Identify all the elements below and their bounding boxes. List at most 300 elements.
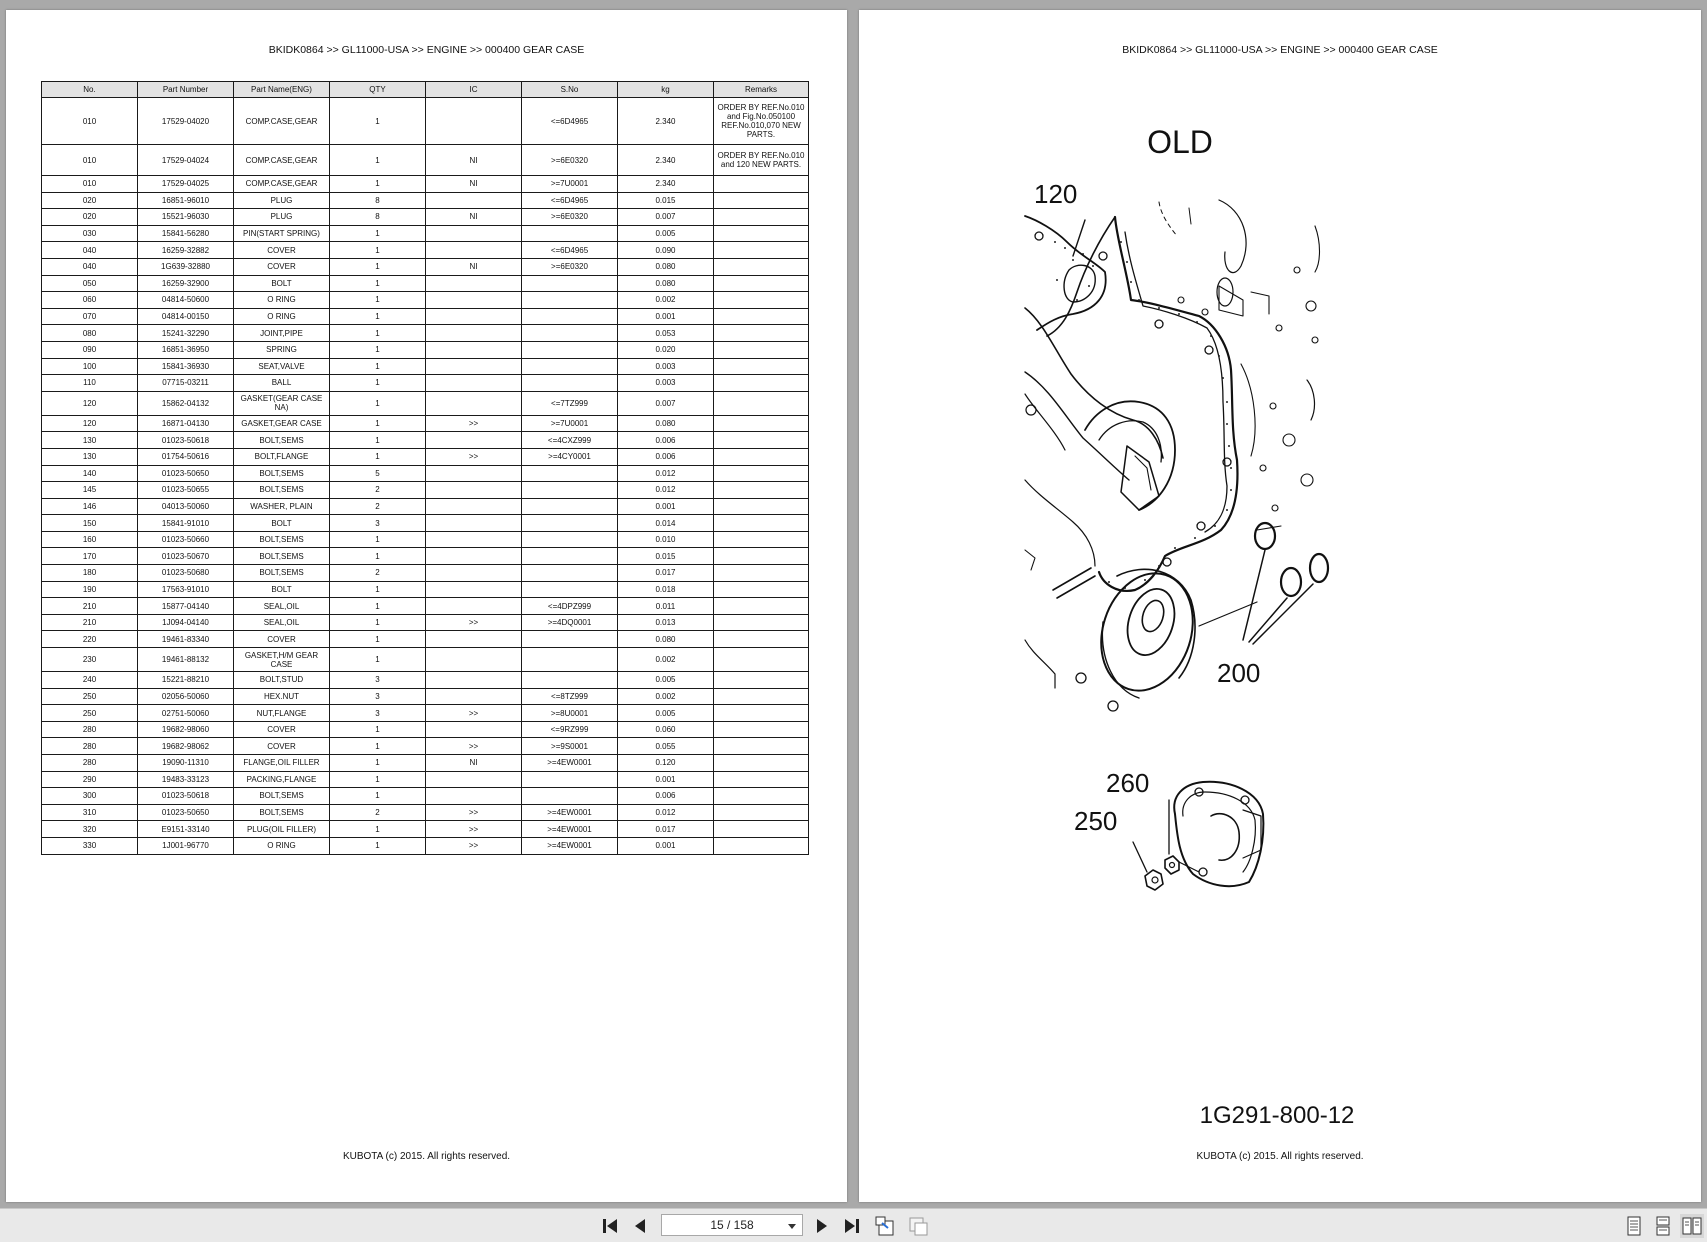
table-row xyxy=(42,258,809,275)
cell-no: 130 xyxy=(42,432,138,449)
cell-part-number: 01754-50616 xyxy=(138,448,234,465)
cell-ic xyxy=(426,308,522,325)
cell-sno xyxy=(522,341,618,358)
cell-kg: 2.340 xyxy=(618,176,714,193)
cell-kg: 0.005 xyxy=(618,705,714,722)
cell-ic: >> xyxy=(426,415,522,432)
cell-part-name: PIN(START SPRING) xyxy=(234,225,330,242)
cell-part-name: SEAT,VALVE xyxy=(234,358,330,375)
cell-kg: 0.013 xyxy=(618,614,714,631)
cell-no: 130 xyxy=(42,448,138,465)
cell-kg: 0.080 xyxy=(618,258,714,275)
cell-part-name: O RING xyxy=(234,837,330,854)
cell-ic xyxy=(426,565,522,582)
cell-qty: 1 xyxy=(330,225,426,242)
table-row xyxy=(42,292,809,309)
cell-sno xyxy=(522,225,618,242)
cell-sno: <=6D4965 xyxy=(522,242,618,259)
cell-no: 210 xyxy=(42,614,138,631)
cell-ic: NI xyxy=(426,176,522,193)
cell-ic xyxy=(426,688,522,705)
table-row xyxy=(42,531,809,548)
cell-sno: >=4EW0001 xyxy=(522,804,618,821)
cell-remarks xyxy=(714,341,809,358)
cell-sno: >=4CY0001 xyxy=(522,448,618,465)
cell-part-number: E9151-33140 xyxy=(138,821,234,838)
cell-part-number: 1J094-04140 xyxy=(138,614,234,631)
cell-part-number: 19682-98062 xyxy=(138,738,234,755)
cell-remarks xyxy=(714,771,809,788)
table-row xyxy=(42,598,809,615)
cell-part-number: 15841-91010 xyxy=(138,515,234,532)
cell-ic xyxy=(426,292,522,309)
cell-part-number: 01023-50650 xyxy=(138,465,234,482)
cell-remarks xyxy=(714,672,809,689)
cell-no: 010 xyxy=(42,98,138,145)
page-header: BKIDK0864 >> GL11000-USA >> ENGINE >> 000400 GEAR CASE xyxy=(268,44,585,56)
col-header-part-number: Part Number xyxy=(138,82,234,98)
cell-kg: 0.006 xyxy=(618,432,714,449)
cell-qty: 1 xyxy=(330,275,426,292)
cell-remarks xyxy=(714,565,809,582)
last-page-button[interactable] xyxy=(840,1214,864,1238)
cell-remarks xyxy=(714,415,809,432)
cell-sno xyxy=(522,325,618,342)
cell-sno: >=9S0001 xyxy=(522,738,618,755)
cell-qty: 1 xyxy=(330,145,426,176)
table-row xyxy=(42,415,809,432)
cell-no: 170 xyxy=(42,548,138,565)
cell-ic: NI xyxy=(426,145,522,176)
cell-part-name: BOLT xyxy=(234,581,330,598)
cell-remarks xyxy=(714,598,809,615)
cell-kg: 0.007 xyxy=(618,391,714,415)
cell-remarks xyxy=(714,755,809,772)
cell-sno xyxy=(522,548,618,565)
table-row xyxy=(42,432,809,449)
two-page-view-button[interactable] xyxy=(1680,1214,1704,1238)
cell-remarks: ORDER BY REF.No.010 and 120 NEW PARTS. xyxy=(714,145,809,176)
cell-part-name: NUT,FLANGE xyxy=(234,705,330,722)
cell-sno: >=4EW0001 xyxy=(522,755,618,772)
cell-sno xyxy=(522,581,618,598)
cell-qty: 1 xyxy=(330,176,426,193)
cell-kg: 0.120 xyxy=(618,755,714,772)
cell-remarks xyxy=(714,631,809,648)
continuous-view-icon xyxy=(1654,1216,1672,1236)
cell-qty: 1 xyxy=(330,242,426,259)
cell-sno xyxy=(522,771,618,788)
cell-sno xyxy=(522,565,618,582)
cell-sno: >=7U0001 xyxy=(522,176,618,193)
cell-part-name: SPRING xyxy=(234,341,330,358)
cell-sno xyxy=(522,515,618,532)
cell-remarks xyxy=(714,498,809,515)
cell-part-name: JOINT,PIPE xyxy=(234,325,330,342)
cell-sno: >=4EW0001 xyxy=(522,837,618,854)
cell-part-number: 17529-04024 xyxy=(138,145,234,176)
col-header-kg: kg xyxy=(618,82,714,98)
cell-sno: >=6E0320 xyxy=(522,258,618,275)
cell-kg: 0.017 xyxy=(618,821,714,838)
cell-sno xyxy=(522,308,618,325)
single-page-view-icon xyxy=(1626,1216,1642,1236)
cell-qty: 2 xyxy=(330,565,426,582)
cell-kg: 0.003 xyxy=(618,375,714,392)
cell-part-number: 15241-32290 xyxy=(138,325,234,342)
table-row xyxy=(42,209,809,226)
last-page-icon xyxy=(843,1217,861,1235)
cell-remarks xyxy=(714,581,809,598)
cell-remarks xyxy=(714,548,809,565)
cell-part-name: GASKET(GEAR CASE NA) xyxy=(234,391,330,415)
cell-part-number: 15862-04132 xyxy=(138,391,234,415)
cell-ic xyxy=(426,465,522,482)
cell-kg: 0.055 xyxy=(618,738,714,755)
cell-no: 090 xyxy=(42,341,138,358)
cell-no: 010 xyxy=(42,145,138,176)
cell-no: 070 xyxy=(42,308,138,325)
cell-ic: >> xyxy=(426,804,522,821)
cell-qty: 8 xyxy=(330,209,426,226)
cell-part-name: PACKING,FLANGE xyxy=(234,771,330,788)
cell-qty: 1 xyxy=(330,614,426,631)
cell-ic xyxy=(426,275,522,292)
cell-part-name: PLUG xyxy=(234,209,330,226)
table-header-row xyxy=(42,82,809,98)
cell-no: 280 xyxy=(42,721,138,738)
cell-part-number: 15841-56280 xyxy=(138,225,234,242)
table-row xyxy=(42,515,809,532)
cell-part-number: 15521-96030 xyxy=(138,209,234,226)
parts-table xyxy=(41,81,809,855)
cell-qty: 1 xyxy=(330,581,426,598)
page-header: BKIDK0864 >> GL11000-USA >> ENGINE >> 000400 GEAR CASE xyxy=(1122,44,1438,56)
cell-qty: 1 xyxy=(330,788,426,805)
cell-remarks xyxy=(714,614,809,631)
cell-kg: 0.002 xyxy=(618,292,714,309)
table-row xyxy=(42,145,809,176)
cell-part-number: 17563-91010 xyxy=(138,581,234,598)
cell-part-name: BOLT,SEMS xyxy=(234,482,330,499)
cell-part-number: 07715-03211 xyxy=(138,375,234,392)
table-row xyxy=(42,648,809,672)
cell-no: 040 xyxy=(42,242,138,259)
figure-code: 1G291-800-12 xyxy=(1199,1102,1355,1129)
cell-ic xyxy=(426,192,522,209)
extract-page-button[interactable] xyxy=(873,1214,897,1238)
cell-qty: 3 xyxy=(330,705,426,722)
next-page-icon xyxy=(813,1217,831,1235)
cell-kg: 0.006 xyxy=(618,448,714,465)
cell-sno: <=8TZ999 xyxy=(522,688,618,705)
cell-remarks xyxy=(714,292,809,309)
cell-sno: <=4CXZ999 xyxy=(522,432,618,449)
cell-kg: 0.018 xyxy=(618,581,714,598)
cell-part-number: 04013-50060 xyxy=(138,498,234,515)
col-header-qty: QTY xyxy=(330,82,426,98)
cell-kg: 0.005 xyxy=(618,672,714,689)
cell-kg: 0.001 xyxy=(618,498,714,515)
col-header-ic: IC xyxy=(426,82,522,98)
callout-120: 120 xyxy=(1034,179,1078,209)
cell-sno: <=7TZ999 xyxy=(522,391,618,415)
cell-part-name: SEAL,OIL xyxy=(234,614,330,631)
cell-no: 230 xyxy=(42,648,138,672)
cell-qty: 2 xyxy=(330,482,426,499)
cell-ic: >> xyxy=(426,614,522,631)
cell-part-number: 01023-50670 xyxy=(138,548,234,565)
cell-remarks xyxy=(714,788,809,805)
cell-part-number: 01023-50650 xyxy=(138,804,234,821)
cell-part-number: 19483-33123 xyxy=(138,771,234,788)
cell-part-name: COVER xyxy=(234,721,330,738)
cell-qty: 1 xyxy=(330,598,426,615)
cell-ic xyxy=(426,375,522,392)
cell-part-name: BOLT,SEMS xyxy=(234,531,330,548)
cell-part-name: BOLT,SEMS xyxy=(234,788,330,805)
cell-ic xyxy=(426,242,522,259)
insert-page-button[interactable] xyxy=(906,1214,930,1238)
cell-ic: >> xyxy=(426,821,522,838)
cell-remarks xyxy=(714,688,809,705)
first-page-icon xyxy=(601,1217,619,1235)
cell-no: 280 xyxy=(42,738,138,755)
cell-part-number: 16259-32882 xyxy=(138,242,234,259)
cell-part-name: COVER xyxy=(234,738,330,755)
cell-qty: 2 xyxy=(330,804,426,821)
cell-sno: >=4DQ0001 xyxy=(522,614,618,631)
cell-qty: 5 xyxy=(330,465,426,482)
cell-qty: 1 xyxy=(330,292,426,309)
cell-qty: 1 xyxy=(330,375,426,392)
table-row xyxy=(42,192,809,209)
table-row xyxy=(42,548,809,565)
cell-kg: 0.080 xyxy=(618,631,714,648)
cell-part-number: 19682-98060 xyxy=(138,721,234,738)
page-number-select[interactable] xyxy=(661,1214,803,1236)
cell-remarks xyxy=(714,515,809,532)
table-row xyxy=(42,448,809,465)
cell-kg: 2.340 xyxy=(618,145,714,176)
cell-remarks xyxy=(714,325,809,342)
cell-no: 320 xyxy=(42,821,138,838)
cell-part-name: BOLT,FLANGE xyxy=(234,448,330,465)
gasket-stipple xyxy=(1054,241,1232,589)
cell-part-name: BOLT,SEMS xyxy=(234,565,330,582)
single-page-view-button[interactable] xyxy=(1622,1214,1646,1238)
cell-no: 330 xyxy=(42,837,138,854)
cell-ic xyxy=(426,432,522,449)
table-row xyxy=(42,738,809,755)
cell-part-name: COVER xyxy=(234,258,330,275)
cell-part-number: 01023-50655 xyxy=(138,482,234,499)
table-row xyxy=(42,631,809,648)
cell-part-number: 19461-88132 xyxy=(138,648,234,672)
cell-remarks xyxy=(714,176,809,193)
cell-sno xyxy=(522,292,618,309)
cell-part-number: 01023-50680 xyxy=(138,565,234,582)
cell-ic xyxy=(426,672,522,689)
gear-case-drawing xyxy=(1025,200,1328,890)
table-row xyxy=(42,308,809,325)
diagram-labels xyxy=(1034,124,1354,1129)
cell-ic xyxy=(426,98,522,145)
table-row xyxy=(42,721,809,738)
cell-no: 220 xyxy=(42,631,138,648)
cell-ic: >> xyxy=(426,837,522,854)
cell-remarks xyxy=(714,648,809,672)
cell-ic xyxy=(426,631,522,648)
cell-qty: 1 xyxy=(330,631,426,648)
cell-part-number: 1G639-32880 xyxy=(138,258,234,275)
left-page xyxy=(6,10,847,1202)
table-row xyxy=(42,465,809,482)
cell-no: 150 xyxy=(42,515,138,532)
cell-part-number: 04814-00150 xyxy=(138,308,234,325)
cell-kg: 0.010 xyxy=(618,531,714,548)
cell-kg: 0.001 xyxy=(618,308,714,325)
cell-sno xyxy=(522,482,618,499)
next-page-button[interactable] xyxy=(810,1214,834,1238)
prev-page-icon xyxy=(631,1217,649,1235)
prev-page-button[interactable] xyxy=(628,1214,652,1238)
table-row xyxy=(42,705,809,722)
cell-ic: >> xyxy=(426,738,522,755)
cell-qty: 1 xyxy=(330,548,426,565)
cell-part-number: 15877-04140 xyxy=(138,598,234,615)
table-row xyxy=(42,325,809,342)
cell-sno: >=6E0320 xyxy=(522,209,618,226)
cell-part-number: 1J001-96770 xyxy=(138,837,234,854)
table-row xyxy=(42,804,809,821)
cell-ic xyxy=(426,358,522,375)
cell-kg: 0.012 xyxy=(618,804,714,821)
cell-remarks xyxy=(714,242,809,259)
cell-ic: >> xyxy=(426,448,522,465)
cell-qty: 1 xyxy=(330,721,426,738)
cell-sno: >=8U0001 xyxy=(522,705,618,722)
cell-sno: >=7U0001 xyxy=(522,415,618,432)
cell-remarks xyxy=(714,375,809,392)
cell-sno xyxy=(522,375,618,392)
cell-qty: 1 xyxy=(330,837,426,854)
cell-kg: 0.090 xyxy=(618,242,714,259)
table-row xyxy=(42,275,809,292)
cell-sno: <=6D4965 xyxy=(522,192,618,209)
cell-ic xyxy=(426,498,522,515)
cell-no: 210 xyxy=(42,598,138,615)
cell-ic xyxy=(426,648,522,672)
continuous-view-button[interactable] xyxy=(1651,1214,1675,1238)
cell-remarks xyxy=(714,482,809,499)
cell-sno xyxy=(522,358,618,375)
cell-no: 050 xyxy=(42,275,138,292)
cell-part-number: 19090-11310 xyxy=(138,755,234,772)
cell-part-name: COVER xyxy=(234,631,330,648)
cell-kg: 0.017 xyxy=(618,565,714,582)
cell-sno xyxy=(522,465,618,482)
cell-remarks xyxy=(714,358,809,375)
cell-ic xyxy=(426,531,522,548)
cell-part-number: 16851-96010 xyxy=(138,192,234,209)
cell-no: 080 xyxy=(42,325,138,342)
cell-no: 120 xyxy=(42,391,138,415)
table-row xyxy=(42,688,809,705)
cell-kg: 0.006 xyxy=(618,788,714,805)
cell-no: 010 xyxy=(42,176,138,193)
cell-no: 280 xyxy=(42,755,138,772)
cell-no: 110 xyxy=(42,375,138,392)
cell-remarks xyxy=(714,432,809,449)
cell-kg: 0.002 xyxy=(618,688,714,705)
cell-no: 300 xyxy=(42,788,138,805)
table-row xyxy=(42,176,809,193)
cell-part-name: BOLT,SEMS xyxy=(234,432,330,449)
cell-no: 310 xyxy=(42,804,138,821)
cell-part-name: FLANGE,OIL FILLER xyxy=(234,755,330,772)
cell-qty: 1 xyxy=(330,341,426,358)
cell-sno xyxy=(522,672,618,689)
page-indicator: 15 / 158 xyxy=(710,1218,754,1232)
cell-no: 240 xyxy=(42,672,138,689)
cell-part-name: BOLT,STUD xyxy=(234,672,330,689)
table-row xyxy=(42,821,809,838)
cell-part-name: BOLT,SEMS xyxy=(234,548,330,565)
cell-qty: 1 xyxy=(330,821,426,838)
cell-remarks: ORDER BY REF.No.010 and Fig.No.050100 REF.No.010,070 NEW PARTS. xyxy=(714,98,809,145)
cell-no: 120 xyxy=(42,415,138,432)
first-page-button[interactable] xyxy=(598,1214,622,1238)
cell-remarks xyxy=(714,804,809,821)
cell-sno xyxy=(522,275,618,292)
cell-qty: 1 xyxy=(330,771,426,788)
table-row xyxy=(42,755,809,772)
table-row xyxy=(42,788,809,805)
cell-kg: 0.011 xyxy=(618,598,714,615)
cell-no: 145 xyxy=(42,482,138,499)
viewer-toolbar xyxy=(0,1208,1707,1242)
cell-part-name: COMP.CASE,GEAR xyxy=(234,98,330,145)
cell-part-name: WASHER, PLAIN xyxy=(234,498,330,515)
table-row xyxy=(42,498,809,515)
table-row xyxy=(42,837,809,854)
table-row xyxy=(42,614,809,631)
table-row xyxy=(42,672,809,689)
extract-page-icon xyxy=(874,1215,896,1237)
table-row xyxy=(42,225,809,242)
cell-qty: 1 xyxy=(330,448,426,465)
cell-qty: 1 xyxy=(330,258,426,275)
cell-ic xyxy=(426,721,522,738)
table-row xyxy=(42,341,809,358)
cell-remarks xyxy=(714,308,809,325)
cell-qty: 2 xyxy=(330,498,426,515)
cell-qty: 3 xyxy=(330,688,426,705)
cell-part-number: 16259-32900 xyxy=(138,275,234,292)
cell-part-name: PLUG xyxy=(234,192,330,209)
cell-part-number: 17529-04020 xyxy=(138,98,234,145)
cell-ic xyxy=(426,771,522,788)
cell-part-number: 04814-50600 xyxy=(138,292,234,309)
cell-part-name: COVER xyxy=(234,242,330,259)
cell-part-name: O RING xyxy=(234,308,330,325)
cell-remarks xyxy=(714,258,809,275)
cell-remarks xyxy=(714,192,809,209)
table-row xyxy=(42,391,809,415)
cell-part-name: BOLT,SEMS xyxy=(234,465,330,482)
table-row xyxy=(42,242,809,259)
